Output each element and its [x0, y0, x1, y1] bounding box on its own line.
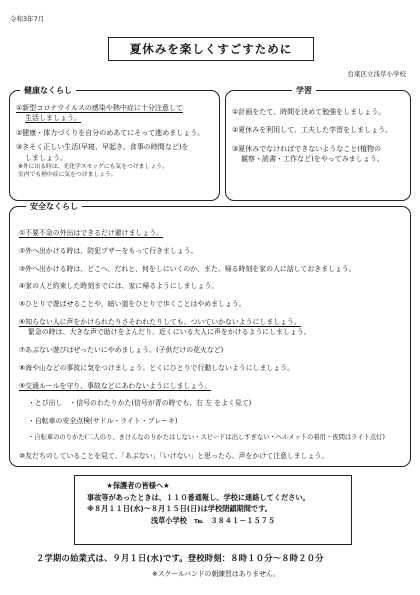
safety-item-9-sub-2: ・自転車の安全点検(サドル・ライト・ブレーキ)	[28, 416, 178, 425]
document-title: 夏休みを楽しくすごすために	[108, 37, 314, 61]
safety-item-1: ①不要不急の外出はできるだけ避けましょう。	[19, 229, 163, 237]
safety-section-title: 安全なくらし	[26, 201, 82, 212]
study-item-1: ①計画をたて、時間を決めて勉強をしましょう。	[232, 108, 386, 116]
study-item-3: ③夏休みでなければできないようなこと(植物の 観察・読書・工作など)をやってみましょう。	[232, 144, 384, 164]
safety-item-10: ⑩友だちのしていることを見て、「あぶない」「いけない」と思ったら、声をかけて注意しましょう。	[19, 452, 329, 461]
notice-line-2: ※８月１１日(水)～８月１５日(日)は学校閉鎖期間です。	[87, 504, 272, 513]
notice-contact: 浅草小学校 ℡ ３８４１－１５７５	[150, 515, 276, 525]
health-note-2: 室内でも熱中症に気をつけましょう。	[18, 172, 117, 179]
notice-title: ★保護者の皆様へ★	[106, 481, 170, 490]
health-item-1: ①新型コロナウイルスの感染や熱中症に十分注意して 生活しましょう。	[16, 104, 183, 123]
safety-item-8: ⑧海や山などの事故に気をつけましょう。とくにひとりで行動しないようにしましょう。	[19, 363, 294, 372]
school-name: 台東区立浅草小学校	[347, 70, 406, 78]
guardian-notice	[74, 475, 352, 545]
safety-item-4: ④家の人と約束した時刻までには、家に帰るようにしましょう。	[19, 282, 219, 291]
safety-item-6-sub: 緊急の時は、大きな声で助けをよんだり、近くにいる大人に声をかけるようにしましょう。	[28, 328, 311, 337]
study-item-2: ②夏休みを利用して、工夫した学習をしましょう。	[232, 126, 393, 135]
health-section	[9, 86, 220, 201]
safety-item-3: ③外へ出かける時は、どこへ、だれと、何をしにいくのか、また、帰る時刻を家の人に話しておきましょう。	[19, 264, 356, 273]
safety-item-9-sub-1: ・とび出し ・信号のわたりかた(信号が青の時でも、右 左 をよく見て)	[28, 399, 252, 408]
safety-section	[9, 202, 411, 467]
band-practice-note: ※スクールバンドの朝練習はありません。	[152, 570, 280, 578]
health-note-1: ※外に出る時は、光化学スモッグにも気をつけましょう。	[18, 164, 168, 171]
study-section	[225, 86, 411, 201]
study-section-title: 学習	[292, 85, 316, 96]
health-item-3: ③きそく正しい生活(早寝、早起き、食事の時間など)を しましょう。	[16, 143, 189, 162]
term-start-info: ２学期の始業式は、９月１日(水)です。登校時刻：８時１０分～８時２０分	[36, 553, 324, 563]
safety-item-7: ⑦あぶない遊びはぜったいにやめましょう。(子供だけの花火など)	[19, 346, 224, 355]
safety-item-9-sub-3: ・自転車ののりかた(二人のり、きけんなのりかたはしない・スピードは出しすぎない・ヘルメットの着用・夜間はライト点灯)	[28, 434, 385, 441]
safety-item-9: ⑨交通ルールを守り、事故などにあわないようにしましょう。	[19, 381, 212, 390]
health-item-2: ②健康・体力づくりを自分のめあてにそって進めましょう。	[16, 128, 205, 137]
safety-item-6: ⑥知らない人に声をかけられたりさそわれたりしても、ついていかないようにしましょう。	[19, 317, 301, 326]
notice-line-1: 事故等があったときは、１１０番通報し、学校に連絡してください。	[87, 492, 310, 502]
issue-date: 令和3年7月	[10, 15, 45, 23]
safety-item-2: ②外へ出かける時は、防犯ブザーをもって行きましょう。	[19, 246, 198, 255]
safety-item-5: ⑤ひとりで遊ばせることや、暗い道をひとりで歩くことはやめましょう。	[19, 300, 246, 309]
health-section-title: 健康なくらし	[20, 85, 76, 96]
